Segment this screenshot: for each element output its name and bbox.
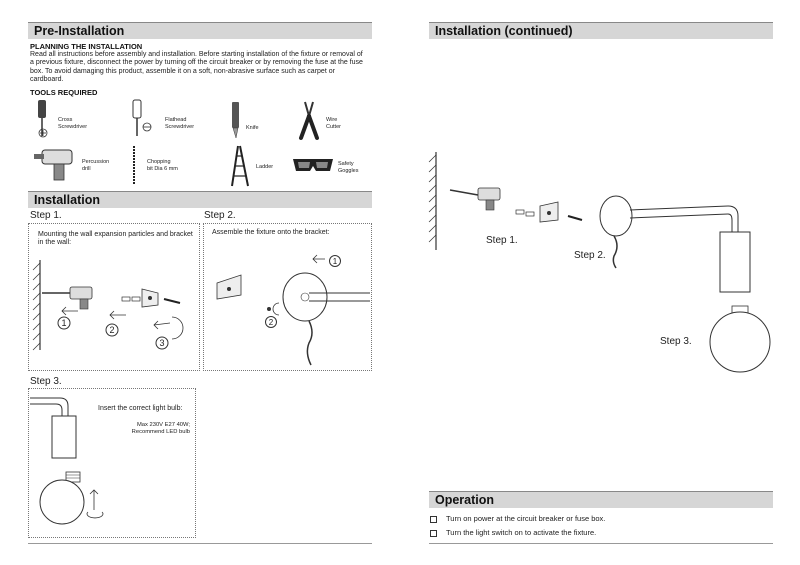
- step2-text: Assemble the fixture onto the bracket:: [212, 229, 330, 236]
- installation-title: Installation: [34, 193, 100, 207]
- step3-note: Max 230V E27 40W; Recommend LED bulb: [131, 422, 190, 435]
- operation-item-1: Turn on power at the circuit breaker or fuse box.: [446, 514, 606, 523]
- operation-title: Operation: [435, 493, 495, 507]
- chopping-bit-icon: [130, 146, 138, 184]
- percussion-drill-icon: [32, 146, 78, 182]
- step2-illustration: [205, 245, 370, 370]
- planning-text: Read all instructions before assembly and installation. Before starting installation of the fixture or removal of a previous fixture, disconnect the power by turning off the circuit breaker or by removing the fuse at the fuse box. To avoid damaging this product, assemble it on a soft, non-abrasive surface such as carpet or cardboard.: [30, 51, 363, 84]
- step2-marker-2: 2: [268, 318, 274, 327]
- step2-marker-1: 1: [332, 257, 338, 266]
- safety-goggles-icon: [292, 156, 334, 174]
- left-bottom-rule: [28, 543, 372, 544]
- tool-label-knife: Knife: [246, 125, 259, 131]
- knife-icon: [230, 100, 242, 140]
- operation-header: [429, 491, 773, 508]
- installation-header: [28, 191, 372, 208]
- step1-label: Step 1.: [30, 210, 62, 221]
- step1-marker-1: 1: [61, 318, 67, 328]
- planning-heading: PLANNING THE INSTALLATION: [30, 42, 143, 51]
- ladder-icon: [226, 146, 252, 186]
- continued-step3-label: Step 3.: [660, 336, 692, 347]
- right-bottom-rule: [429, 543, 773, 544]
- flathead-screwdriver-icon: [130, 100, 154, 140]
- cross-screwdriver-icon: [35, 100, 49, 140]
- step2-label: Step 2.: [204, 210, 236, 221]
- operation-checkbox-1[interactable]: [430, 516, 437, 523]
- installation-continued-title: Installation (continued): [435, 24, 573, 38]
- step1-text: Mounting the wall expansion particles and bracket in the wall:: [38, 231, 193, 247]
- operation-item-2: Turn the light switch on to activate the fixture.: [446, 528, 597, 537]
- tool-label-ladder: Ladder: [256, 164, 274, 170]
- tool-label-wire-cutter: Wire Cutter: [326, 117, 341, 130]
- operation-checkbox-2[interactable]: [430, 530, 437, 537]
- pre-installation-header: [28, 22, 372, 39]
- continued-step2-label: Step 2.: [574, 250, 606, 261]
- step1-marker-2: 2: [109, 325, 115, 335]
- pre-installation-title: Pre-Installation: [34, 24, 125, 38]
- tool-label-cross-screwdriver: Cross Screwdriver: [58, 117, 88, 130]
- installation-continued-header: [429, 22, 773, 39]
- step3-illustration: [30, 390, 196, 536]
- tool-label-percussion-drill: Percussion drill: [82, 159, 110, 172]
- step1-marker-3: 3: [159, 338, 165, 348]
- continued-step1-label: Step 1.: [486, 235, 518, 246]
- tool-label-chopping-bit: Chopping bit Dia 6 mm: [147, 159, 178, 172]
- tool-label-flathead-screwdriver: Flathead Screwdriver: [165, 117, 195, 130]
- continued-illustration: [428, 150, 773, 390]
- step1-illustration: [30, 255, 198, 365]
- tools-heading: TOOLS REQUIRED: [30, 88, 98, 97]
- step3-text: Insert the correct light bulb:: [98, 405, 183, 412]
- step3-label: Step 3.: [30, 376, 62, 387]
- tool-label-safety-goggles: Safety Goggles: [338, 161, 359, 174]
- wire-cutter-icon: [296, 100, 322, 140]
